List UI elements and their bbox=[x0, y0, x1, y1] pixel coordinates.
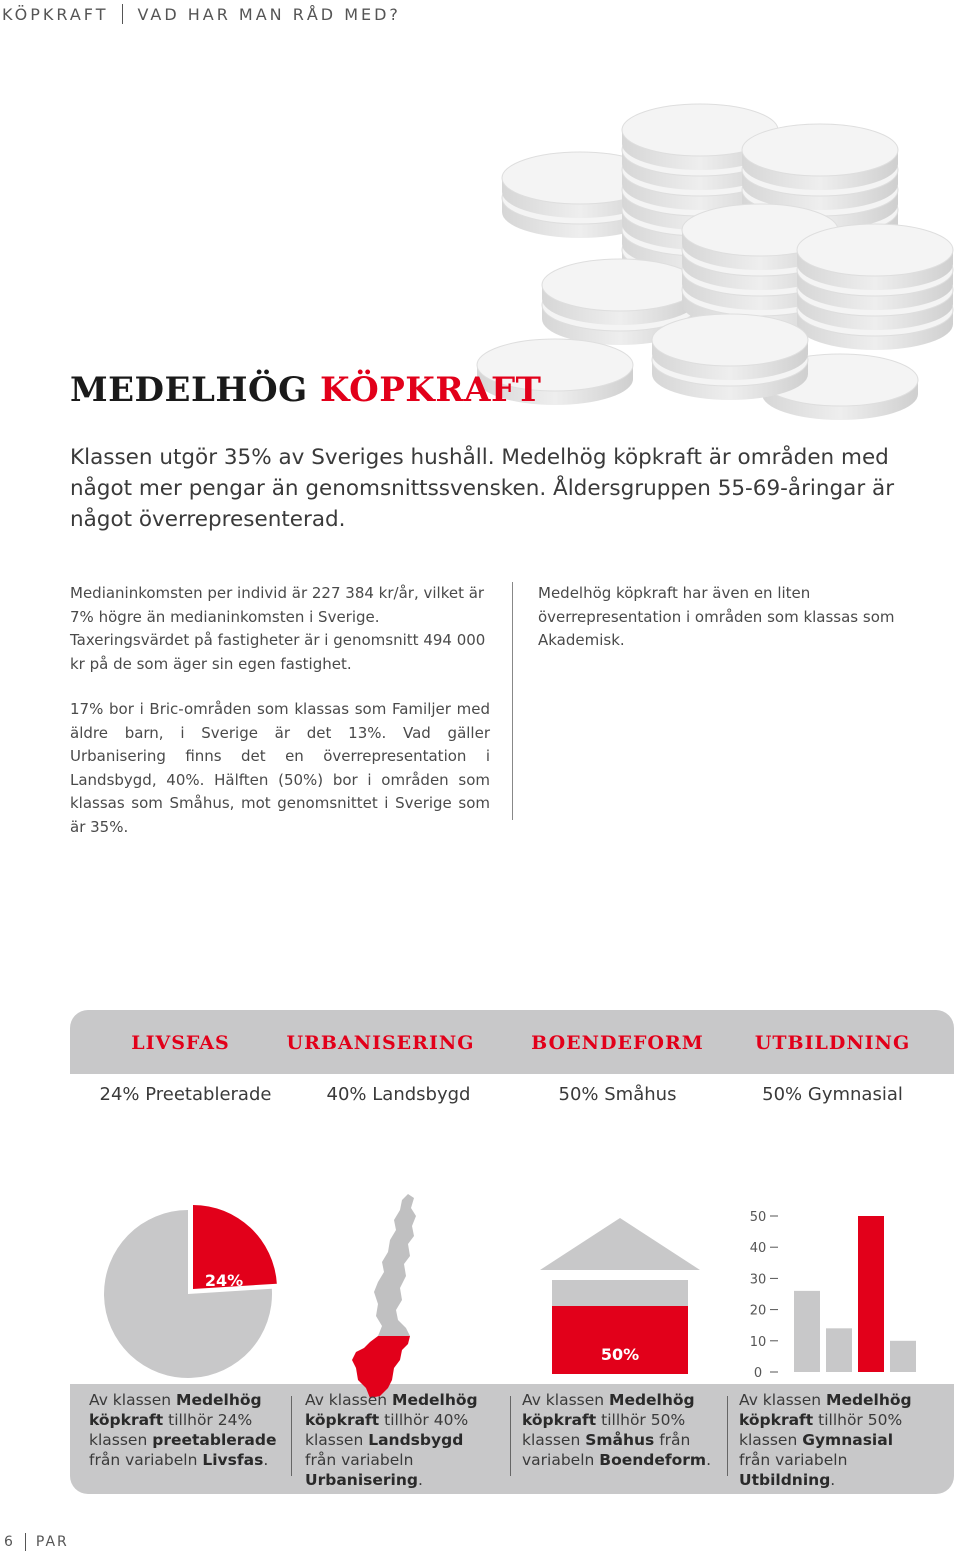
panel-white-area bbox=[70, 1074, 954, 1384]
pie-label: 24% bbox=[204, 1271, 244, 1290]
coin-face bbox=[652, 314, 808, 366]
ft-c: tillhör 24% klassen bbox=[89, 1411, 253, 1449]
ft-b: Medelhög köpkraft bbox=[739, 1391, 912, 1429]
footer-divider bbox=[25, 1533, 26, 1551]
bar-tick-label: 50 bbox=[749, 1210, 767, 1225]
ft-a: Av klassen bbox=[739, 1391, 827, 1409]
page-title bbox=[70, 370, 541, 410]
map-south bbox=[352, 1336, 410, 1398]
title-part2: KÖPKRAFT bbox=[319, 370, 542, 410]
column-divider bbox=[512, 582, 513, 820]
value-livsfas: 24% Preetablerade bbox=[99, 1084, 272, 1105]
value-urbanisering: 40% Landsbygd bbox=[326, 1084, 471, 1105]
bar-tick-label: 30 bbox=[749, 1272, 767, 1288]
ft-d: Landsbygd bbox=[368, 1431, 464, 1449]
ft-e: från variabeln bbox=[89, 1451, 203, 1469]
ft-f: Livsfas bbox=[202, 1451, 264, 1469]
header-subtitle: VAD HAR MAN RÅD MED? bbox=[137, 4, 401, 24]
ft-b: Medelhög köpkraft bbox=[305, 1391, 478, 1429]
ft-a: Av klassen bbox=[522, 1391, 610, 1409]
bar-tick-label: 20 bbox=[749, 1303, 767, 1319]
footer-divider-1 bbox=[291, 1396, 292, 1476]
header-urbanisering: URBANISERING bbox=[286, 1032, 475, 1054]
footer-divider-2 bbox=[510, 1396, 511, 1476]
value-utbildning: 50% Gymnasial bbox=[762, 1084, 903, 1105]
ft-f: Utbildning bbox=[739, 1471, 831, 1489]
header-boendeform: BOENDEFORM bbox=[531, 1032, 704, 1054]
bar bbox=[890, 1341, 916, 1372]
ft-f: Boendeform bbox=[599, 1451, 707, 1469]
page-footer bbox=[4, 1533, 69, 1551]
bar bbox=[858, 1216, 884, 1372]
lead-paragraph: Klassen utgör 35% av Sveriges hushåll. Medelhög köpkraft är områden med något mer pengar än genomsnittssvensken. Åldersgruppen 55-69-åringar är något överrepresenterad. bbox=[70, 445, 895, 532]
value-boendeform: 50% Småhus bbox=[558, 1084, 677, 1105]
ft-g: . bbox=[830, 1471, 836, 1489]
body-paragraph-2: 17% bor i Bric-områden som klassas som Familjer med äldre barn, i Sverige är det 13%. Vad gäller Urbanisering finns det en överrepresentation i Landsbygd, 40%. Hälften (50%) bor i områden som klassas som Småhus, mot genomsnittet i Sverige som är 35%. bbox=[70, 700, 490, 836]
header-livsfas: LIVSFAS bbox=[131, 1032, 230, 1054]
header-section: KÖPKRAFT bbox=[2, 4, 109, 24]
footer-text-utbildning bbox=[739, 1390, 929, 1490]
header-divider bbox=[122, 4, 123, 24]
ft-g: . bbox=[263, 1451, 269, 1469]
ft-d: preetablerade bbox=[152, 1431, 277, 1449]
coin-face bbox=[797, 224, 953, 276]
ft-c: tillhör 50% klassen bbox=[739, 1411, 903, 1449]
ft-e: från variabeln bbox=[305, 1451, 414, 1469]
ft-c: tillhör 40% klassen bbox=[305, 1411, 469, 1449]
bar-chart bbox=[732, 1196, 932, 1382]
house-label: 50% bbox=[600, 1345, 640, 1364]
ft-b: Medelhög köpkraft bbox=[89, 1391, 262, 1429]
ft-d: Gymnasial bbox=[802, 1431, 894, 1449]
ft-e: från variabeln bbox=[739, 1451, 848, 1469]
page-number: 6 bbox=[4, 1534, 15, 1550]
ft-f: Urbanisering bbox=[305, 1471, 418, 1489]
coin-face bbox=[742, 124, 898, 176]
ft-a: Av klassen bbox=[305, 1391, 393, 1409]
ft-c: tillhör 50% klassen bbox=[522, 1411, 686, 1449]
footer-text-livsfas bbox=[89, 1390, 279, 1470]
house-roof bbox=[540, 1218, 700, 1270]
coin-face bbox=[542, 259, 698, 311]
pie-chart bbox=[98, 1204, 278, 1384]
bar-tick-label: 0 bbox=[753, 1366, 763, 1381]
ft-g: . bbox=[417, 1471, 423, 1489]
footer-divider-3 bbox=[727, 1396, 728, 1476]
sweden-map bbox=[348, 1192, 428, 1402]
running-header bbox=[2, 4, 401, 24]
footer-brand: PAR bbox=[35, 1534, 69, 1550]
body-paragraph-3: Medelhög köpkraft har även en liten överrepresentation i områden som klassas som Akademisk. bbox=[538, 584, 895, 649]
ft-e: från variabeln bbox=[522, 1431, 691, 1469]
house-chart bbox=[538, 1214, 702, 1374]
ft-g: . bbox=[706, 1451, 712, 1469]
map-north bbox=[374, 1194, 416, 1336]
body-paragraph-1: Medianinkomsten per individ är 227 384 kr/år, vilket är 7% högre än medianinkomsten i Sverige. Taxeringsvärdet på fastigheter är i genomsnitt 494 000 kr på de som äger sin egen fastighet. bbox=[70, 584, 486, 673]
bar-tick-label: 40 bbox=[749, 1241, 767, 1257]
bar bbox=[794, 1291, 820, 1372]
coins-illustration bbox=[430, 90, 960, 470]
footer-text-urbanisering bbox=[305, 1390, 495, 1490]
bar bbox=[826, 1328, 852, 1372]
ft-d: Småhus bbox=[585, 1431, 655, 1449]
bar-tick-label: 10 bbox=[749, 1334, 767, 1350]
footer-text-boendeform bbox=[522, 1390, 712, 1470]
infographic-panel bbox=[70, 1010, 954, 1494]
header-utbildning: UTBILDNING bbox=[754, 1032, 911, 1054]
ft-b: Medelhög köpkraft bbox=[522, 1391, 695, 1429]
ft-a: Av klassen bbox=[89, 1391, 177, 1409]
title-part1: MEDELHÖG bbox=[70, 370, 308, 410]
